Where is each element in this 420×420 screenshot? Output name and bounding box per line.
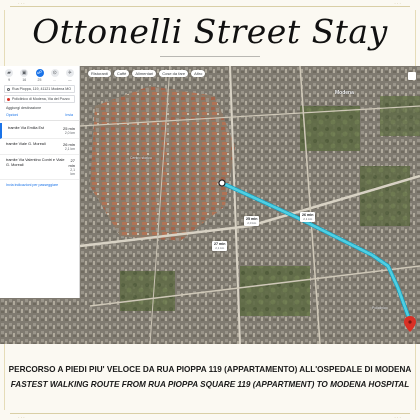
mode-flight[interactable]: ✈ — [67,70,72,82]
send-directions-link[interactable]: Invia indicazioni per passeggiare [6,183,59,187]
frame-corner-mark: ... [394,414,402,420]
chip-cafes[interactable]: Caffè [114,70,130,77]
route-option[interactable]: tramite Via Valentino Contri e Viale G. Moreali 27 min 2,1 km [0,155,79,180]
options-link[interactable]: Opzioni [6,113,19,117]
directions-panel [0,66,80,298]
mode-walk[interactable]: ☍ 25 [36,70,43,82]
bike-icon: ⊙ [52,70,57,76]
destination-pin-icon [7,98,10,101]
area-label: Centro storico [130,156,152,160]
frame-bottom-line [10,413,410,414]
route-option[interactable]: tramite Viale G. Moreali 26 min 2,1 km [0,139,79,155]
divider [0,120,79,121]
title-underline [160,56,260,57]
chip-things-to-do[interactable]: Cose da fare [159,70,188,77]
hospital-label: Policlinico [372,306,388,310]
mode-transit[interactable]: ▣ 16 [21,70,27,82]
map-screenshot [0,66,420,344]
plane-icon: ✈ [67,70,72,76]
category-chips [88,70,205,77]
origin-dot-icon [7,88,10,91]
route-callout[interactable]: 25 min 2,0 km [246,217,258,225]
route-callout[interactable]: 26 min 2,1 km [302,213,314,221]
chip-restaurants[interactable]: Ristoranti [88,70,111,77]
caption-italian: PERCORSO A PIEDI PIU' VELOCE DA RUA PIOPPA 119 (APPARTAMENTO) ALL'OSPEDALE DI MODENA [8,365,412,374]
options-row [6,113,73,117]
frame-corner-mark: ... [18,0,26,6]
caption-english: FASTEST WALKING ROUTE FROM RUA PIOPPA SQUARE 119 (APPARTMENT) TO MODENA HOSPITAL [10,380,410,389]
destination-field[interactable]: Policlinico di Modena, Via del Pozzo [4,95,75,103]
travel-mode-row [0,66,79,83]
page-title: Ottonelli Street Stay [32,12,388,51]
frame-corner-mark: ... [18,414,26,420]
transit-icon: ▣ [21,70,27,76]
frame-top-line [10,6,410,7]
send-link[interactable]: Invia [65,113,73,117]
chip-groceries[interactable]: Alimentari [132,70,156,77]
mode-car[interactable]: ▰ 9 [3,69,15,82]
car-icon: ▰ [5,69,13,77]
city-label: Modena [335,90,354,96]
frame-corner-mark: ... [394,0,402,6]
route-list [0,123,79,180]
add-destination-link[interactable]: Aggiungi destinazione [6,106,42,110]
origin-field[interactable]: Rua Pioppa, 119, 41121 Modena MO [4,85,75,93]
route-callout[interactable]: 27 min 2,1 km [214,242,226,250]
route-option[interactable]: tramite Via Emilia Est 25 min 2,0 km [0,123,79,139]
walk-icon: ☍ [36,70,43,76]
chip-more[interactable]: Altro [191,70,205,77]
mode-bike[interactable]: ⊙ ... [52,70,57,82]
